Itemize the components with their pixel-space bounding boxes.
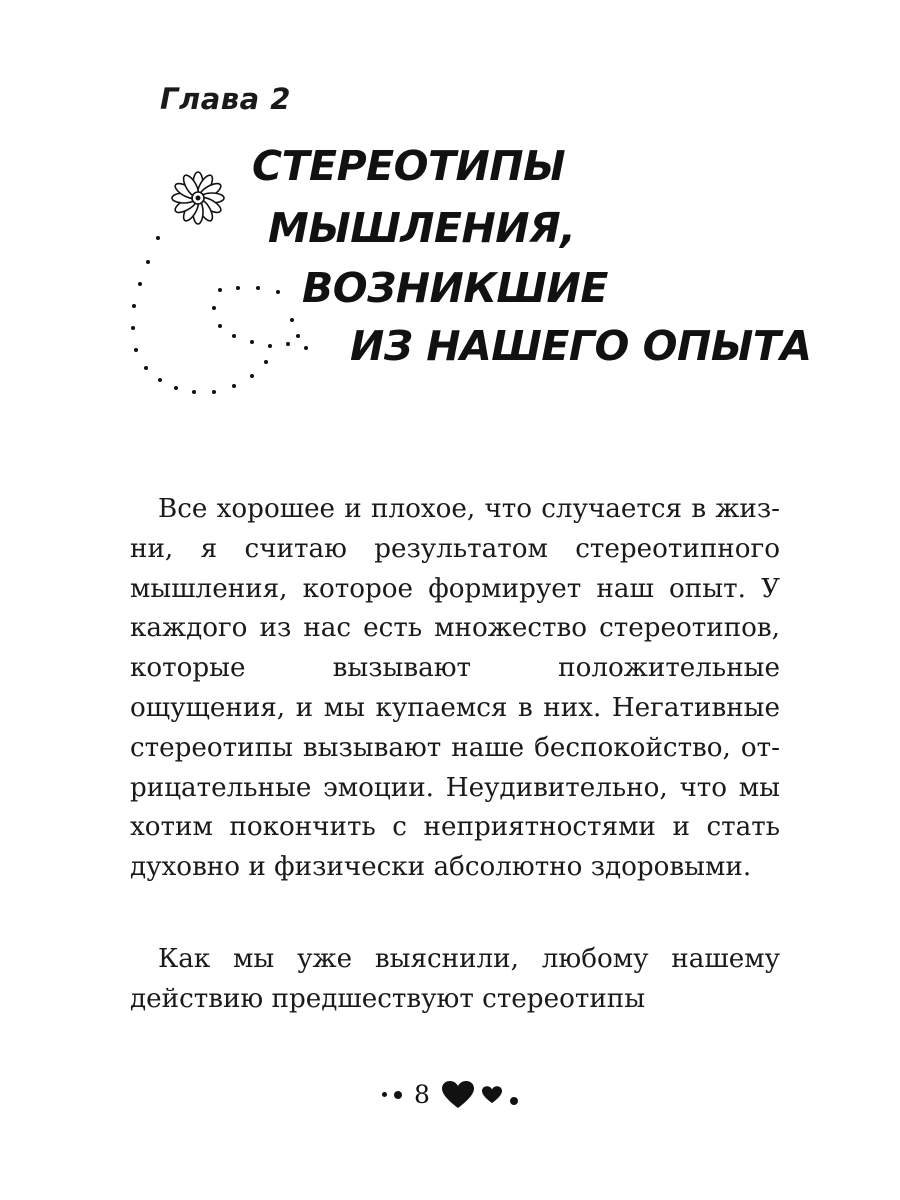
- chapter-title-line-4: ИЗ НАШЕГО ОПЫТА: [350, 322, 812, 370]
- body-paragraph-1: Все хорошее и плохое, что случается в жизни, я считаю результатом стереотипного мышления, которое формирует наш опыт. У каждого из нас есть множество стереотипов, которые вызывают положительные ощущения, и мы купаемся в них. Негативные стереотипы вызывают наше беспокойство, отрицательные эмоции. Неудивительно, что мы хотим покончить с неприятностями и стать духовно и физически абсолютно здоровыми.: [130, 494, 780, 883]
- page-number: 8: [414, 1080, 430, 1109]
- flower-ornament: [120, 160, 320, 410]
- body-paragraph-2: Как мы уже выяснили, любому нашему действию предшествуют стереотипы: [130, 944, 780, 1014]
- chapter-title-line-3: ВОЗНИКШИЕ: [302, 264, 608, 312]
- footer-dots-left: [382, 1091, 402, 1099]
- chapter-title-line-2: МЫШЛЕНИЯ,: [268, 204, 576, 252]
- chapter-title-line-1: СТЕРЕОТИПЫ: [252, 142, 566, 190]
- dot-icon: [394, 1091, 402, 1099]
- chapter-label: Глава 2: [160, 82, 291, 116]
- dot-icon: [382, 1092, 387, 1097]
- heart-icon: [442, 1081, 474, 1109]
- dot-icon: [510, 1097, 518, 1105]
- daisy-flower-icon: [172, 172, 224, 224]
- small-heart-icon: [482, 1086, 502, 1104]
- page-footer: [0, 1080, 900, 1109]
- dotted-swirl-decoration: [131, 236, 308, 394]
